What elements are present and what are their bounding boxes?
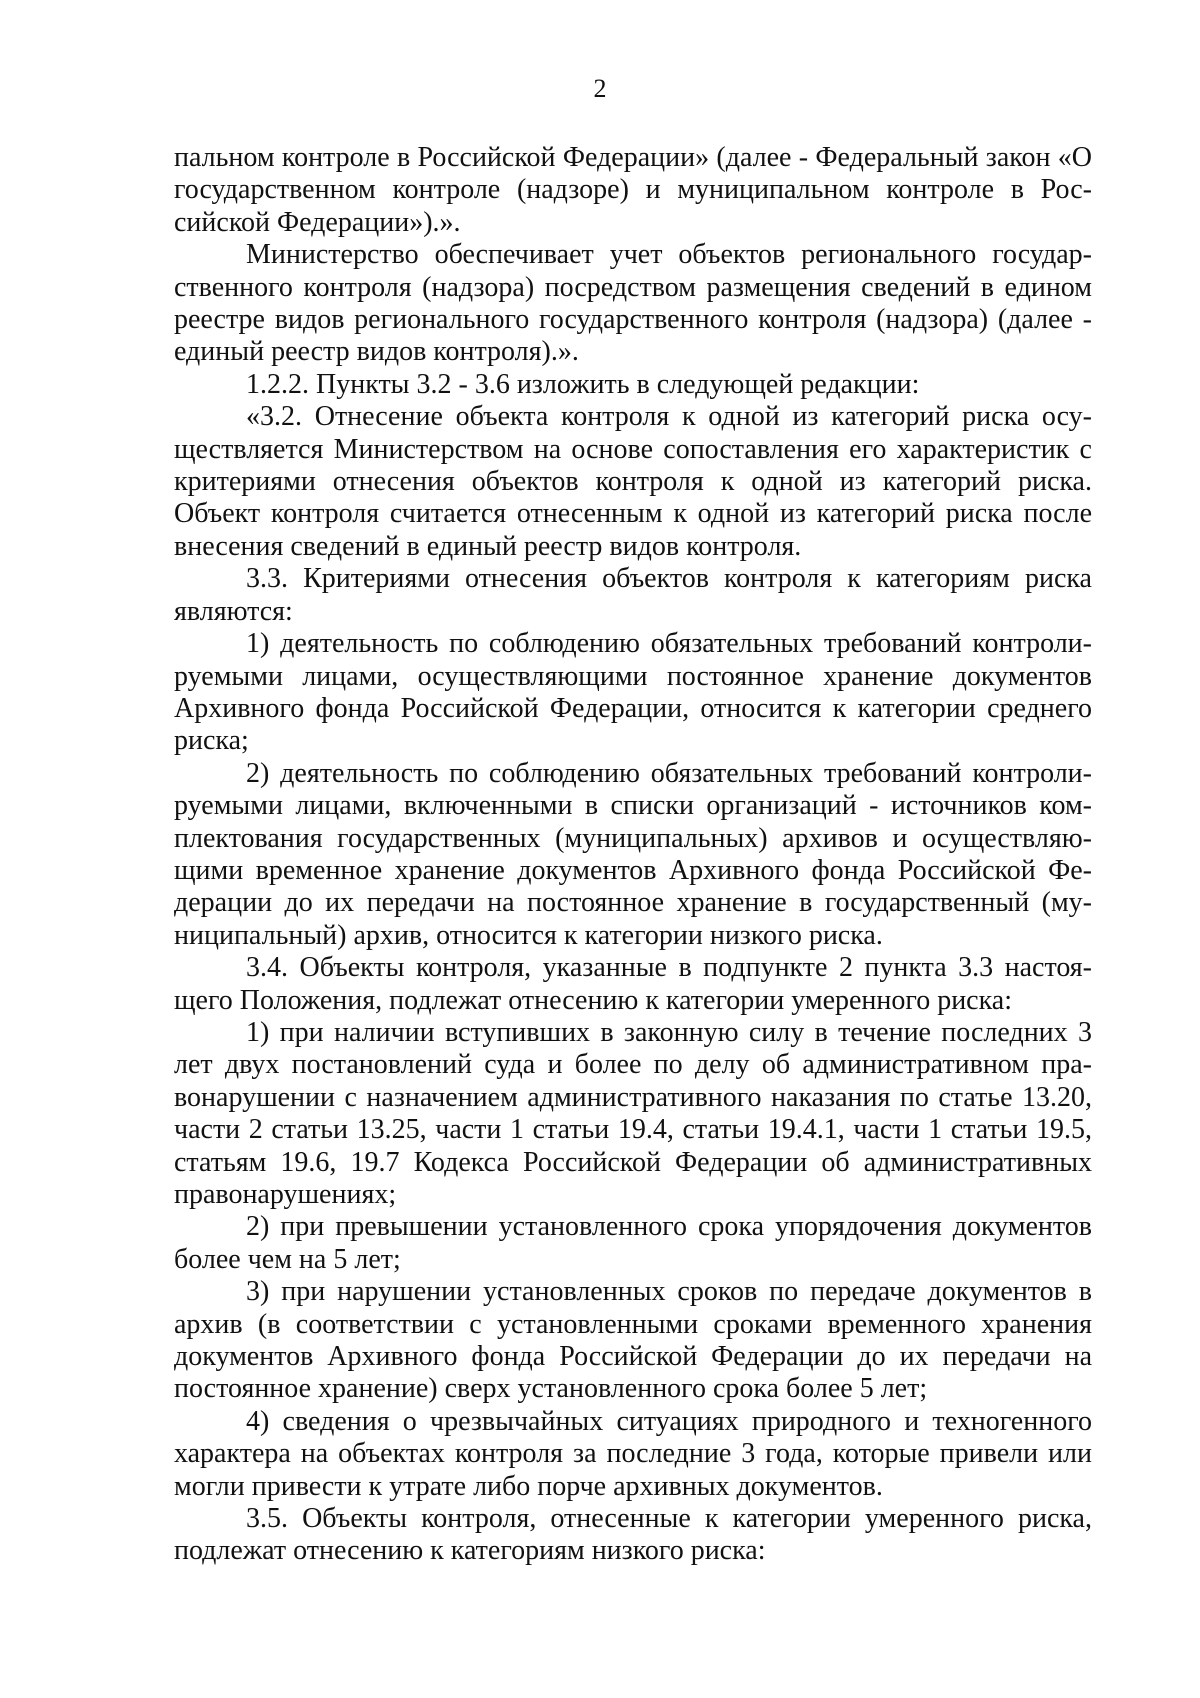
paragraph: 2) деятельность по соблюдению обязательных требований контролируемыми лицами, включенными в списки организаций - источников комплектования государственных (муниципальных) архивов и осуществляющими временное хранение документов Архивного фонда Российской Федерации до их передачи на постоянное хранение в государственный (муниципальный) архив, относится к категории низкого риска. — [174, 757, 1092, 951]
paragraph: 4) сведения о чрезвычайных ситуациях природного и техногенного характера на объектах контроля за последние 3 года, которые привели или могли привести к утрате либо порче архивных документов. — [174, 1405, 1092, 1502]
paragraph: Министерство обеспечивает учет объектов регионального государственного контроля (надзора) посредством размещения сведений в едином реестре видов регионального государственного контроля (надзора) (далее - единый реестр видов контроля).». — [174, 239, 1092, 368]
paragraph: 3.3. Критериями отнесения объектов контроля к категориям риска являются: — [174, 563, 1092, 627]
paragraph: пальном контроле в Российской Федерации» (далее - Федеральный закон «О государственном контроле (надзоре) и муниципальном контроле в Российской Федерации»).». — [174, 142, 1092, 238]
page-number: 2 — [593, 74, 607, 103]
paragraph: 2) при превышении установленного срока упорядочения документов более чем на 5 лет; — [174, 1211, 1092, 1275]
paragraph: 3.5. Объекты контроля, отнесенные к категории умеренного риска, подлежат отнесению к категориям низкого риска: — [174, 1503, 1092, 1567]
paragraph: 1) деятельность по соблюдению обязательных требований контролируемыми лицами, осуществляющими постоянное хранение документов Архивного фонда Российской Федерации, относится к категории среднего риска; — [174, 628, 1092, 757]
paragraph: 3.4. Объекты контроля, указанные в подпункте 2 пункта 3.3 настоящего Положения, подлежат отнесению к категории умеренного риска: — [174, 952, 1092, 1016]
document-body — [174, 142, 1092, 1568]
paragraph: 1.2.2. Пункты 3.2 - 3.6 изложить в следующей редакции: — [246, 368, 920, 400]
paragraph: 1) при наличии вступивших в законную силу в течение последних 3 лет двух постановлений суда и более по делу об административном правонарушении с назначением административного наказания по статье 13.20, части 2 статьи 13.25, части 1 статьи 19.4, статьи 19.4.1, части 1 статьи 19.5, статьям 19.6, 19.7 Кодекса Российской Федерации об административных правонарушениях; — [174, 1016, 1092, 1210]
paragraph: 3) при нарушении установленных сроков по передаче документов в архив (в соответствии с установленными сроками временного хранения документов Архивного фонда Российской Федерации до их передачи на постоянное хранение) сверх установленного срока более 5 лет; — [174, 1276, 1092, 1405]
paragraph: «3.2. Отнесение объекта контроля к одной из категорий риска осуществляется Министерством на основе сопоставления его характеристик с критериями отнесения объектов контроля к одной из категорий риска. Объект контроля считается отнесенным к одной из категорий риска после внесения сведений в единый реестр видов контроля. — [174, 401, 1092, 562]
